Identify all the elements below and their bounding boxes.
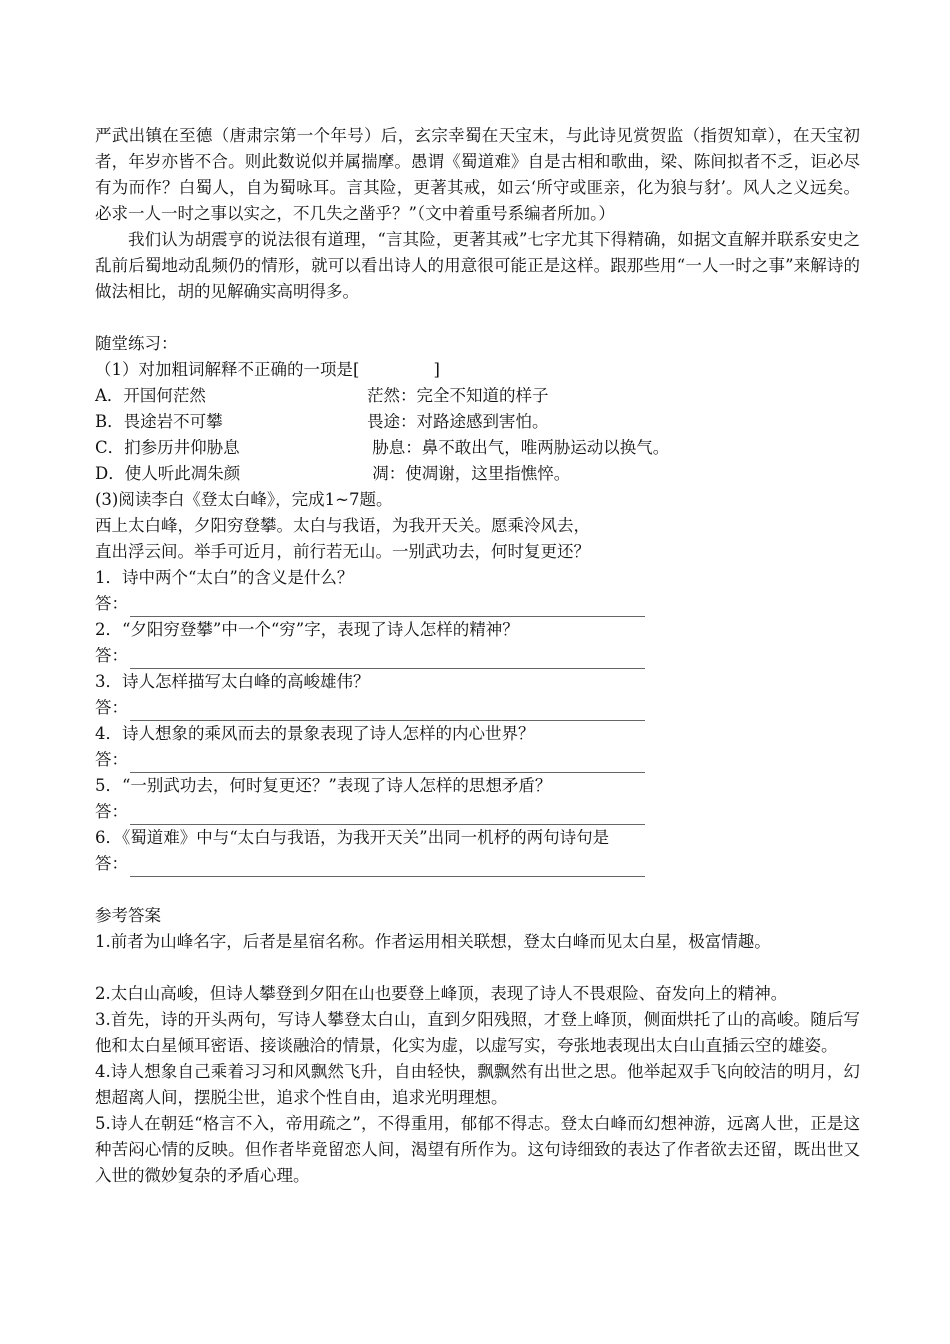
intro-paragraph-1: 严武出镇在至德（唐肃宗第一个年号）后，玄宗幸蜀在天宝末，与此诗见赏贺监（指贺知章），在天宝初者，年岁亦皆不合。则此数说似并属揣摩。愚谓《蜀道难》自是古相和歌曲，梁、陈间拟者不乏，讵必尽有为而作？白蜀人，自为蜀咏耳。言其险，更著其戒，如云‘所守或匪亲，化为狼与豺’。风人之义远矣。必求一人一时之事以实之，不几失之凿乎？”（文中着重号系编者所加。） (95, 126, 860, 223)
answer-blank-3[interactable] (130, 702, 645, 721)
option-b: B．畏途岩不可攀 畏途：对路途感到害怕。 (95, 412, 549, 431)
option-c: C．扪参历井仰胁息 胁息：鼻不敢出气，唯两胁运动以换气。 (95, 438, 670, 457)
answer-line-6: 答： (95, 851, 860, 877)
question-6: 6．《蜀道难》中与“太白与我语，为我开天关”出同一机杼的两句诗句是 (95, 828, 610, 847)
answer-blank-1[interactable] (130, 598, 645, 617)
reference-heading: 参考答案 (95, 906, 161, 925)
question-1: 1．诗中两个“太白”的含义是什么？ (95, 568, 354, 587)
question-2: 2．“夕阳穷登攀”中一个“穷”字，表现了诗人怎样的精神？ (95, 620, 519, 639)
reference-answer-5: 5.诗人在朝廷“格言不入，帝用疏之”，不得重用，郁郁不得志。登太白峰而幻想神游，远离人世，正是这种苦闷心情的反映。但作者毕竟留恋人间，渴望有所作为。这句诗细致的表达了作者欲去还留，既出世又入世的微妙复杂的矛盾心理。 (95, 1114, 860, 1185)
poem-line-1: 西上太白峰，夕阳穷登攀。太白与我语，为我开天关。愿乘泠风去， (95, 516, 590, 535)
question-1-stem: （1）对加粗词解释不正确的一项是[ ] (95, 360, 440, 379)
answer-line-1: 答： (95, 591, 860, 617)
answer-blank-6[interactable] (130, 858, 645, 877)
question-3-intro: (3)阅读李白《登太白峰》，完成1~7题。 (95, 490, 393, 509)
answer-blank-5[interactable] (130, 806, 645, 825)
option-a: A．开国何茫然 茫然：完全不知道的样子 (95, 386, 549, 405)
answer-line-4: 答： (95, 747, 860, 773)
answer-blank-2[interactable] (130, 650, 645, 669)
reference-answer-1: 1.前者为山峰名字，后者是星宿名称。作者运用相关联想，登太白峰而见太白星，极富情趣。 (95, 932, 771, 951)
question-4: 4．诗人想象的乘风而去的景象表现了诗人怎样的内心世界？ (95, 724, 535, 743)
reference-answer-3: 3.首先，诗的开头两句，写诗人攀登太白山，直到夕阳残照，才登上峰顶，侧面烘托了山的高峻。随后写他和太白星倾耳密语、接谈融洽的情景，化实为虚，以虚写实，夸张地表现出太白山直插云空的雄姿。 (95, 1010, 860, 1055)
option-d: D．使人听此凋朱颜 凋：使凋谢，这里指憔悴。 (95, 464, 571, 483)
answer-line-3: 答： (95, 695, 860, 721)
reference-answer-4: 4.诗人想象自己乘着习习和风飘然飞升，自由轻快，飘飘然有出世之思。他举起双手飞向皎洁的明月，幻想超离人间，摆脱尘世，追求个性自由，追求光明理想。 (95, 1062, 860, 1107)
document-page (95, 123, 860, 1189)
question-5: 5．“一别武功去，何时复更还？”表现了诗人怎样的思想矛盾？ (95, 776, 552, 795)
answer-line-2: 答： (95, 643, 860, 669)
intro-paragraph-2: 我们认为胡震亨的说法很有道理，“言其险，更著其戒”七字尤其下得精确，如据文直解并联系安史之乱前后蜀地动乱频仍的情形，就可以看出诗人的用意很可能正是这样。跟那些用“一人一时之事”来解诗的做法相比，胡的见解确实高明得多。 (95, 230, 860, 301)
practice-heading: 随堂练习： (95, 334, 178, 353)
answer-blank-4[interactable] (130, 754, 645, 773)
question-3: 3．诗人怎样描写太白峰的高峻雄伟？ (95, 672, 370, 691)
answer-line-5: 答： (95, 799, 860, 825)
poem-line-2: 直出浮云间。举手可近月，前行若无山。一别武功去，何时复更还？ (95, 542, 590, 561)
reference-answer-2: 2.太白山高峻，但诗人攀登到夕阳在山也要登上峰顶，表现了诗人不畏艰险、奋发向上的精神。 (95, 984, 788, 1003)
